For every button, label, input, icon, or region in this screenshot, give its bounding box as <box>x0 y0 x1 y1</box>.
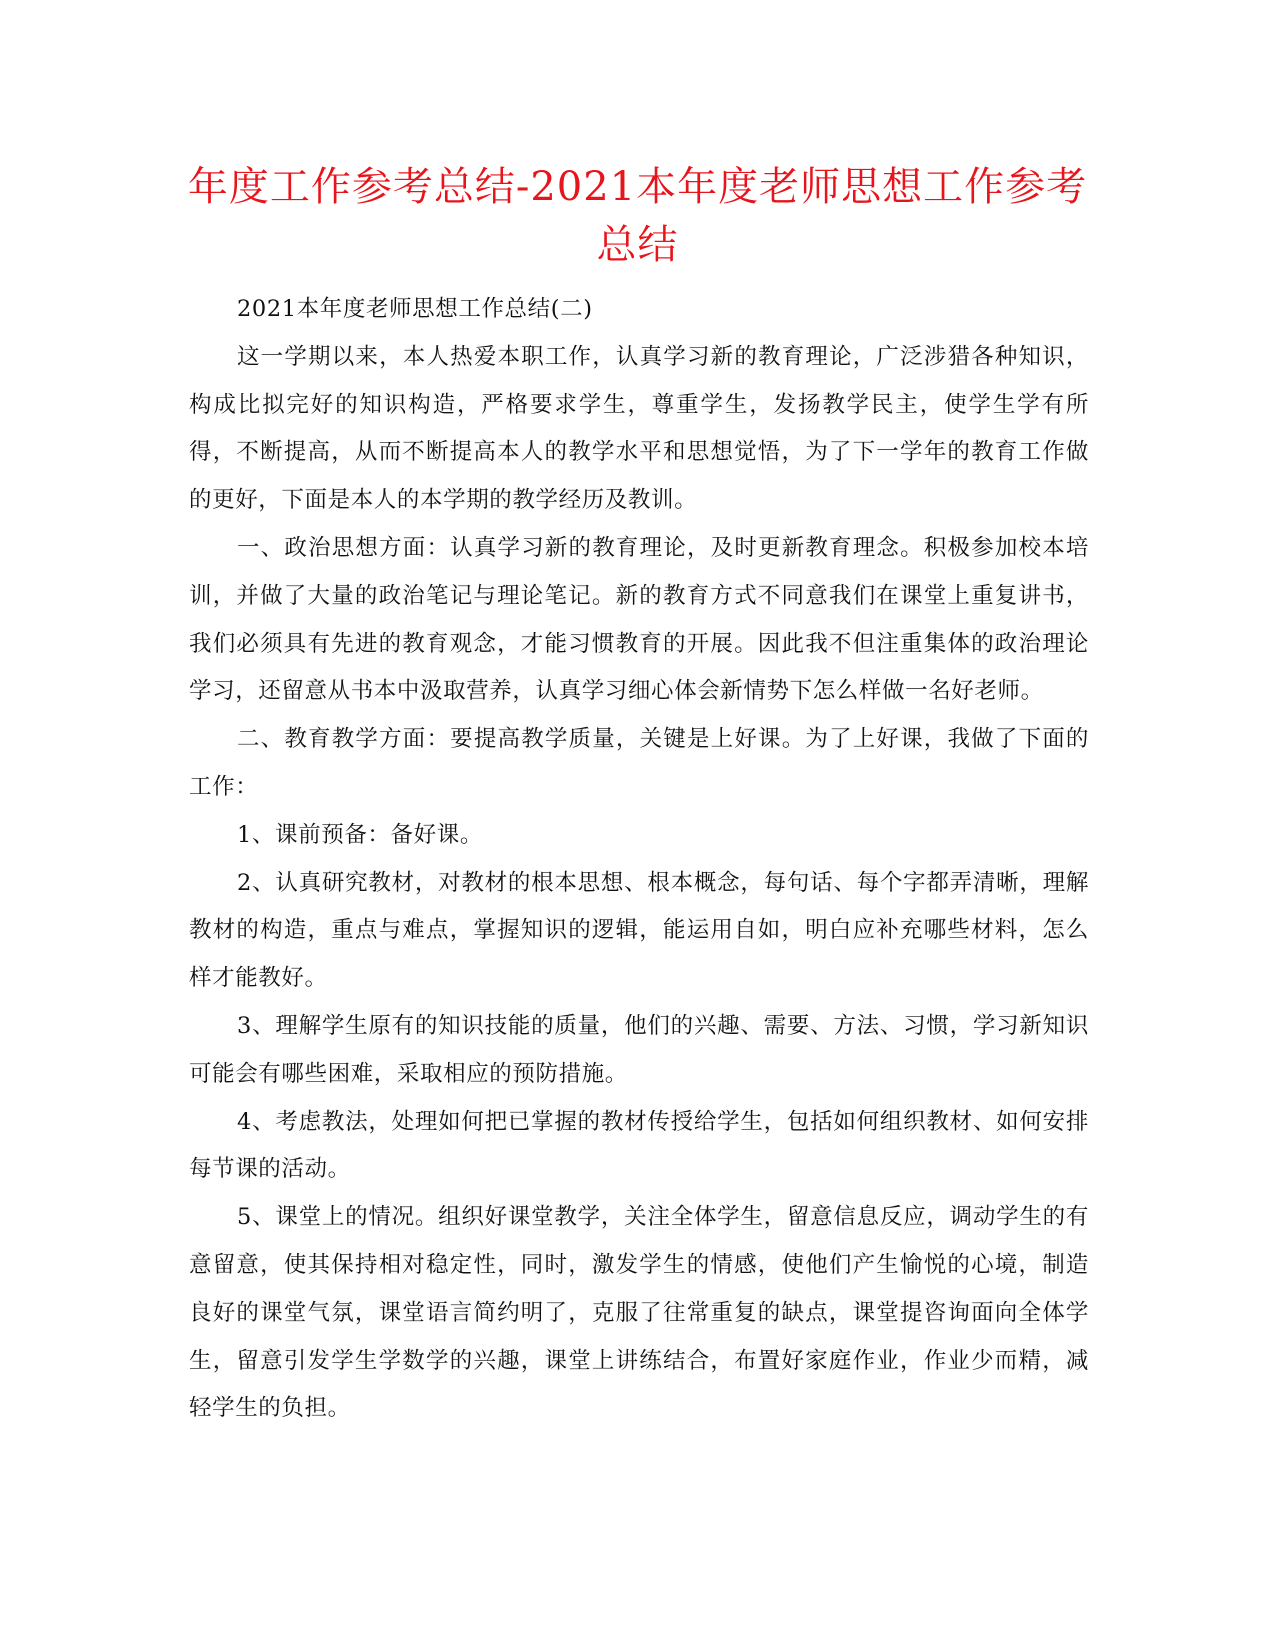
list-item-3: 3、理解学生原有的知识技能的质量，他们的兴趣、需要、方法、习惯，学习新知识可能会有哪些困难，采取相应的预防措施。 <box>189 1012 1089 1087</box>
list-item-2: 2、认真研究教材，对教材的根本思想、根本概念，每句话、每个字都弄清晰，理解教材的构造，重点与难点，掌握知识的逻辑，能运用自如，明白应补充哪些材料，怎么样才能教好。 <box>189 869 1089 992</box>
subtitle-paragraph: 2021本年度老师思想工作总结(二) <box>237 296 593 322</box>
document-body <box>189 286 1089 1433</box>
political-thought-paragraph: 一、政治思想方面：认真学习新的教育理论，及时更新教育理念。积极参加校本培训，并做了大量的政治笔记与理论笔记。新的教育方式不同意我们在课堂上重复讲书，我们必须具有先进的教育观念，才能习惯教育的开展。因此我不但注重集体的政治理论学习，还留意从书本中汲取营养，认真学习细心体会新情势下怎么样做一名好老师。 <box>189 534 1089 705</box>
document-title: 年度工作参考总结-2021本年度老师思想工作参考总结 <box>187 164 1088 268</box>
list-item-4: 4、考虑教法，处理如何把已掌握的教材传授给学生，包括如何组织教材、如何安排每节课的活动。 <box>189 1108 1089 1183</box>
list-item-1: 1、课前预备：备好课。 <box>237 821 483 848</box>
teaching-paragraph: 二、教育教学方面：要提高教学质量，关键是上好课。为了上好课，我做了下面的工作： <box>189 726 1089 800</box>
intro-paragraph: 这一学期以来，本人热爱本职工作，认真学习新的教育理论，广泛涉猎各种知识，构成比拟完好的知识构造，严格要求学生，尊重学生，发扬教学民主，使学生学有所得，不断提高，从而不断提高本人的教学水平和思想觉悟，为了下一学年的教育工作做的更好，下面是本人的本学期的教学经历及教训。 <box>189 343 1089 514</box>
list-item-5: 5、课堂上的情况。组织好课堂教学，关注全体学生，留意信息反应，调动学生的有意留意，使其保持相对稳定性，同时，激发学生的情感，使他们产生愉悦的心境，制造良好的课堂气氛，课堂语言简约明了，克服了往常重复的缺点，课堂提咨询面向全体学生，留意引发学生学数学的兴趣，课堂上讲练结合，布置好家庭作业，作业少而精，减轻学生的负担。 <box>189 1204 1089 1422</box>
